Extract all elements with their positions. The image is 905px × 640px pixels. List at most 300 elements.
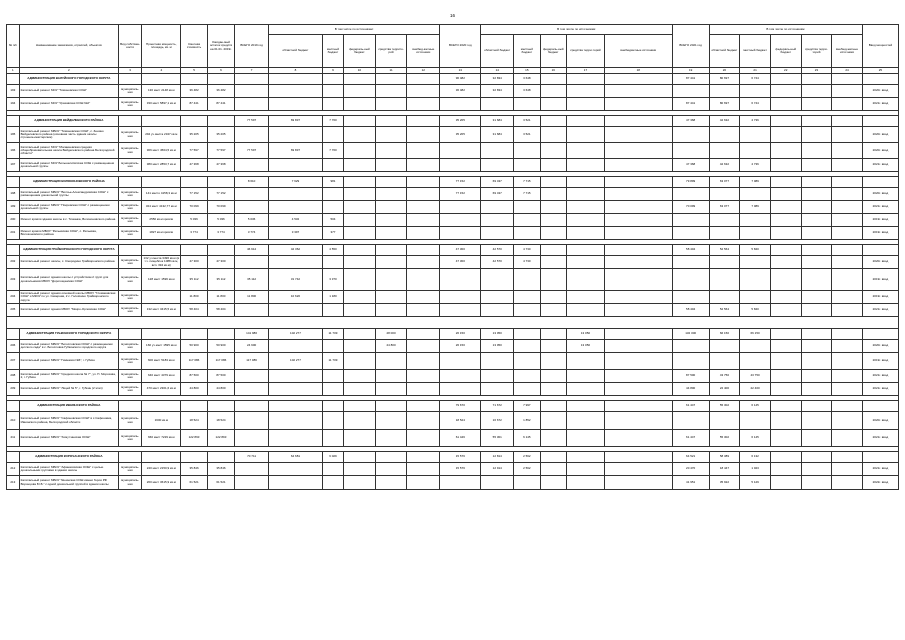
- value-cell: [407, 143, 440, 159]
- value-cell: [322, 370, 343, 383]
- column-number: 8: [269, 68, 323, 74]
- value-cell: [740, 127, 771, 143]
- table-row: [7, 383, 899, 396]
- row-number-cell: [7, 74, 20, 85]
- value-cell: 2022г. ввод: [862, 476, 898, 490]
- value-cell: 44 800: [672, 383, 709, 396]
- value-cell: [540, 143, 566, 159]
- value-cell: [566, 85, 604, 98]
- value-cell: [514, 340, 540, 353]
- value-cell: [142, 177, 181, 188]
- value-cell: муниципаль-ная: [119, 269, 142, 291]
- group-row: [7, 116, 899, 127]
- value-cell: [832, 329, 863, 340]
- value-cell: 28 000: [375, 329, 407, 340]
- value-cell: [566, 227, 604, 240]
- value-cell: [740, 353, 771, 370]
- value-cell: [375, 127, 407, 143]
- value-cell: муниципаль-ная: [119, 430, 142, 447]
- header-src20-federal: федераль-ный бюджет: [540, 35, 566, 68]
- value-cell: [832, 412, 863, 430]
- page-number: 16: [449, 13, 455, 18]
- value-cell: 35 112: [207, 269, 234, 291]
- value-cell: 2020г. ввод: [862, 412, 898, 430]
- value-cell: 44 800: [181, 383, 207, 396]
- value-cell: [344, 412, 376, 430]
- value-cell: [269, 127, 323, 143]
- value-cell: 47 300: [440, 245, 481, 256]
- value-cell: [540, 159, 566, 172]
- value-cell: 6 145: [740, 430, 771, 447]
- value-cell: [235, 401, 269, 412]
- value-cell: [407, 304, 440, 317]
- value-cell: [540, 188, 566, 201]
- value-cell: [344, 85, 376, 98]
- value-cell: [770, 116, 801, 127]
- value-cell: [481, 291, 514, 304]
- value-cell: 46 912: [235, 245, 269, 256]
- value-cell: 77 597: [181, 143, 207, 159]
- table-row: [7, 188, 899, 201]
- value-cell: 2019г. ввод: [862, 227, 898, 240]
- column-number: 16: [540, 68, 566, 74]
- value-cell: [604, 269, 672, 291]
- value-cell: 50 900: [207, 340, 234, 353]
- value-cell: [407, 353, 440, 370]
- value-cell: 660 мест 7229 кв.м: [142, 430, 181, 447]
- value-cell: 5 036: [235, 214, 269, 227]
- value-cell: 42 570: [481, 256, 514, 269]
- value-cell: 66 150: [709, 329, 740, 340]
- value-cell: 470 мест 2301,6 кв.м: [142, 383, 181, 396]
- value-cell: [832, 85, 863, 98]
- value-cell: 66 150: [740, 329, 771, 340]
- value-cell: [142, 401, 181, 412]
- value-cell: [407, 177, 440, 188]
- value-cell: 2 562: [514, 452, 540, 463]
- value-cell: [375, 98, 407, 111]
- value-cell: [604, 188, 672, 201]
- value-cell: [540, 85, 566, 98]
- value-cell: [566, 430, 604, 447]
- value-cell: 6 029: [322, 452, 343, 463]
- value-cell: [269, 401, 323, 412]
- value-cell: [801, 127, 832, 143]
- value-cell: [481, 227, 514, 240]
- value-cell: [407, 256, 440, 269]
- value-cell: [375, 188, 407, 201]
- value-cell: 47 368: [207, 159, 234, 172]
- value-cell: [604, 291, 672, 304]
- value-cell: [142, 291, 181, 304]
- value-cell: [269, 188, 323, 201]
- table-row: [7, 304, 899, 317]
- header-src21-extra: внебюд-жетные источники: [832, 35, 863, 68]
- value-cell: [801, 269, 832, 291]
- row-number-cell: 208: [7, 370, 20, 383]
- value-cell: [801, 214, 832, 227]
- value-cell: [344, 214, 376, 227]
- header-sources-2020: В том числе по источникам:: [481, 25, 672, 35]
- value-cell: 16 672: [481, 412, 514, 430]
- object-name-cell: АДМИНИСТРАЦИЯ ВАЛУЙСКОГО ГОРОДСКОГО ОКРУГА: [19, 74, 118, 85]
- value-cell: [407, 476, 440, 490]
- table-row: [7, 85, 899, 98]
- header-src20-local: местный бюджет: [514, 35, 540, 68]
- value-cell: 1 852: [514, 412, 540, 430]
- value-cell: [740, 291, 771, 304]
- header-src19-regional: областной бюджет: [269, 35, 323, 68]
- value-cell: 70 711: [235, 452, 269, 463]
- value-cell: муниципаль-ная: [119, 304, 142, 317]
- value-cell: [540, 383, 566, 396]
- value-cell: 7 715: [514, 177, 540, 188]
- value-cell: 102 277: [269, 329, 323, 340]
- value-cell: [770, 463, 801, 476]
- value-cell: 12 914: [481, 463, 514, 476]
- value-cell: [235, 159, 269, 172]
- value-cell: [407, 85, 440, 98]
- value-cell: 11 709: [322, 353, 343, 370]
- value-cell: [375, 214, 407, 227]
- value-cell: 2021г. ввод: [862, 383, 898, 396]
- row-number-cell: 194: [7, 98, 20, 111]
- value-cell: [142, 329, 181, 340]
- row-number-cell: 211: [7, 430, 20, 447]
- value-cell: [540, 401, 566, 412]
- value-cell: [770, 177, 801, 188]
- value-cell: 36 482: [207, 85, 234, 98]
- value-cell: 4 730: [514, 256, 540, 269]
- header-src19-extra: внебюд-жетные источники: [407, 35, 440, 68]
- value-cell: [540, 269, 566, 291]
- value-cell: [801, 291, 832, 304]
- value-cell: [375, 304, 407, 317]
- value-cell: 79 670: [440, 401, 481, 412]
- column-number: 7: [235, 68, 269, 74]
- value-cell: [407, 383, 440, 396]
- value-cell: [344, 353, 376, 370]
- value-cell: 5 129: [740, 476, 771, 490]
- value-cell: [481, 269, 514, 291]
- header-src21-federal: федераль-ный бюджет: [770, 35, 801, 68]
- column-number: 18: [604, 68, 672, 74]
- group-row: [7, 452, 899, 463]
- value-cell: [770, 383, 801, 396]
- value-cell: [375, 201, 407, 214]
- value-cell: 128 мест 1596 кв.м: [142, 269, 181, 291]
- value-cell: 7 715: [514, 188, 540, 201]
- value-cell: 42 632: [709, 116, 740, 127]
- value-cell: [832, 476, 863, 490]
- value-cell: [540, 98, 566, 111]
- value-cell: муниципаль-ная: [119, 412, 142, 430]
- value-cell: [407, 127, 440, 143]
- value-cell: [440, 383, 481, 396]
- value-cell: муниципаль-ная: [119, 201, 142, 214]
- value-cell: [566, 177, 604, 188]
- object-name-cell: Капитальный ремонт школы, с. Смородино Грайворонского района: [19, 256, 118, 269]
- value-cell: [770, 269, 801, 291]
- value-cell: 55 302: [709, 430, 740, 447]
- value-cell: 58 404: [672, 304, 709, 317]
- value-cell: 42 632: [709, 159, 740, 172]
- value-cell: [375, 227, 407, 240]
- table-row: [7, 412, 899, 430]
- header-src20-extra: внебюджетные источники: [604, 35, 672, 68]
- value-cell: 11 800: [207, 291, 234, 304]
- value-cell: [119, 74, 142, 85]
- column-number: 9: [322, 68, 343, 74]
- value-cell: [322, 256, 343, 269]
- value-cell: 32 834: [481, 74, 514, 85]
- value-cell: 117 086: [235, 353, 269, 370]
- value-cell: 77 597: [235, 116, 269, 127]
- value-cell: 11 800: [235, 291, 269, 304]
- value-cell: 42 570: [481, 245, 514, 256]
- value-cell: 4 550: [322, 245, 343, 256]
- value-cell: [269, 201, 323, 214]
- value-cell: [235, 476, 269, 490]
- value-cell: 7 629: [269, 177, 323, 188]
- value-cell: [832, 159, 863, 172]
- value-cell: 11 709: [322, 329, 343, 340]
- column-number: 14: [481, 68, 514, 74]
- value-cell: 5 036: [207, 214, 234, 227]
- value-cell: 35 846: [181, 463, 207, 476]
- value-cell: 35 205: [207, 127, 234, 143]
- value-cell: [181, 329, 207, 340]
- value-cell: 6 145: [514, 430, 540, 447]
- value-cell: [344, 188, 376, 201]
- value-cell: [344, 291, 376, 304]
- value-cell: [344, 401, 376, 412]
- value-cell: [801, 116, 832, 127]
- value-cell: [440, 291, 481, 304]
- value-cell: 77 597: [207, 143, 234, 159]
- header-name: Наименование заказчиков, отраслей, объектов: [19, 25, 118, 68]
- value-cell: [375, 177, 407, 188]
- value-cell: [566, 291, 604, 304]
- value-cell: [672, 85, 709, 98]
- value-cell: [740, 340, 771, 353]
- value-cell: [604, 256, 672, 269]
- value-cell: [514, 383, 540, 396]
- value-cell: 4 730: [514, 245, 540, 256]
- value-cell: [322, 340, 343, 353]
- value-cell: [440, 370, 481, 383]
- header-total-2019: ВСЕГО 2019 год: [235, 25, 269, 68]
- value-cell: муниципаль-ная: [119, 476, 142, 490]
- value-cell: 15 576: [440, 463, 481, 476]
- value-cell: 61 521: [181, 476, 207, 490]
- value-cell: муниципаль-ная: [119, 353, 142, 370]
- value-cell: [862, 452, 898, 463]
- value-cell: [375, 269, 407, 291]
- value-cell: [709, 291, 740, 304]
- column-number: 5: [181, 68, 207, 74]
- header-num: № п/п: [7, 25, 20, 68]
- value-cell: [832, 74, 863, 85]
- row-number-cell: 201: [7, 227, 20, 240]
- table-body: [7, 74, 899, 490]
- value-cell: 87 500: [672, 370, 709, 383]
- value-cell: [566, 201, 604, 214]
- value-cell: [770, 452, 801, 463]
- value-cell: муниципаль-ная: [119, 143, 142, 159]
- value-cell: [801, 98, 832, 111]
- value-cell: [566, 245, 604, 256]
- row-number-cell: 202: [7, 256, 20, 269]
- value-cell: 3 774: [181, 227, 207, 240]
- value-cell: [481, 353, 514, 370]
- value-cell: 132 мест 3415,5 кв.м: [142, 304, 181, 317]
- value-cell: 71 672: [481, 401, 514, 412]
- value-cell: 87 441: [207, 98, 234, 111]
- value-cell: 79 899: [672, 177, 709, 188]
- value-cell: 1600 кв.м: [142, 412, 181, 430]
- value-cell: 35 112: [181, 269, 207, 291]
- value-cell: [119, 177, 142, 188]
- value-cell: [514, 98, 540, 111]
- value-cell: [672, 127, 709, 143]
- value-cell: [207, 329, 234, 340]
- value-cell: [235, 85, 269, 98]
- header-total-2021: ВСЕГО 2021 год: [672, 25, 709, 68]
- value-cell: 2020г. ввод: [862, 340, 898, 353]
- value-cell: [344, 177, 376, 188]
- table-row: [7, 201, 899, 214]
- value-cell: [566, 412, 604, 430]
- value-cell: [801, 476, 832, 490]
- value-cell: [604, 98, 672, 111]
- value-cell: [269, 85, 323, 98]
- value-cell: 35 922: [709, 476, 740, 490]
- table-header: [7, 25, 899, 74]
- value-cell: 2 562: [514, 463, 540, 476]
- value-cell: [604, 304, 672, 317]
- object-name-cell: АДМИНИСТРАЦИЯ ИВНЯНСКОГО РАЙОНА: [19, 401, 118, 412]
- value-cell: [832, 177, 863, 188]
- value-cell: [604, 353, 672, 370]
- value-cell: 58 404: [207, 304, 234, 317]
- value-cell: 70 099: [181, 201, 207, 214]
- value-cell: [770, 201, 801, 214]
- value-cell: [407, 430, 440, 447]
- value-cell: [604, 159, 672, 172]
- value-cell: 69 837: [269, 143, 323, 159]
- value-cell: [832, 401, 863, 412]
- value-cell: [832, 127, 863, 143]
- row-number-cell: 199: [7, 201, 20, 214]
- value-cell: [604, 245, 672, 256]
- value-cell: 36 482: [181, 85, 207, 98]
- value-cell: [207, 116, 234, 127]
- value-cell: 3 397: [269, 227, 323, 240]
- value-cell: 13 050: [566, 329, 604, 340]
- value-cell: 160 уч.мест 1595 кв.м: [142, 340, 181, 353]
- value-cell: 87 441: [672, 74, 709, 85]
- header-input: Ввод мощностей: [862, 25, 898, 68]
- value-cell: [344, 201, 376, 214]
- value-cell: [604, 463, 672, 476]
- value-cell: 122 893: [181, 430, 207, 447]
- value-cell: [207, 452, 234, 463]
- row-number-cell: 198: [7, 188, 20, 201]
- value-cell: [407, 201, 440, 214]
- value-cell: [269, 74, 323, 85]
- value-cell: [770, 401, 801, 412]
- group-row: [7, 329, 899, 340]
- value-cell: [566, 476, 604, 490]
- value-cell: [322, 401, 343, 412]
- value-cell: [440, 201, 481, 214]
- value-cell: 31 742: [269, 269, 323, 291]
- value-cell: 2021г. ввод: [862, 370, 898, 383]
- value-cell: [269, 463, 323, 476]
- value-cell: 77 152: [181, 188, 207, 201]
- value-cell: [862, 245, 898, 256]
- value-cell: 52 564: [709, 304, 740, 317]
- value-cell: [770, 159, 801, 172]
- value-cell: 15 576: [440, 452, 481, 463]
- value-cell: 260 мест 3615,9 кв.м: [142, 476, 181, 490]
- value-cell: 132 уч.места 3496 кв.м (в т.ч. пищеблок 1088 кв.м, всп. 394 кв.м): [143, 256, 180, 267]
- value-cell: муниципаль-ная: [119, 463, 142, 476]
- table-row: [7, 98, 899, 111]
- value-cell: [514, 159, 540, 172]
- value-cell: [832, 143, 863, 159]
- value-cell: [375, 74, 407, 85]
- value-cell: 7 089: [740, 201, 771, 214]
- row-number-cell: 210: [7, 412, 20, 430]
- value-cell: 13 050: [566, 340, 604, 353]
- value-cell: 10 620: [269, 291, 323, 304]
- value-cell: муниципаль-ная: [119, 159, 142, 172]
- value-cell: [322, 304, 343, 317]
- value-cell: [235, 127, 269, 143]
- header-cost: Сметная стоимость: [181, 25, 207, 68]
- value-cell: [540, 214, 566, 227]
- value-cell: [709, 412, 740, 430]
- column-number: 25: [862, 68, 898, 74]
- column-number: 1: [7, 68, 20, 74]
- value-cell: [566, 463, 604, 476]
- value-cell: [770, 430, 801, 447]
- value-cell: [181, 116, 207, 127]
- value-cell: [344, 452, 376, 463]
- value-cell: [801, 85, 832, 98]
- value-cell: 5 840: [740, 304, 771, 317]
- value-cell: [801, 370, 832, 383]
- object-name-cell: Капитальный ремонт МБОУ "Тимоновская СОШ", с. Зенино Вейделевского района (основная часть здания школы строение+мастерские): [19, 127, 118, 143]
- value-cell: [407, 159, 440, 172]
- value-cell: [322, 476, 343, 490]
- value-cell: [481, 476, 514, 490]
- value-cell: 20 470: [672, 463, 709, 476]
- value-cell: [344, 430, 376, 447]
- value-cell: [832, 269, 863, 291]
- table-row: [7, 256, 899, 269]
- value-cell: 13 050: [481, 329, 514, 340]
- value-cell: [407, 463, 440, 476]
- value-cell: [322, 127, 343, 143]
- value-cell: [801, 412, 832, 430]
- value-cell: [481, 143, 514, 159]
- object-name-cell: Капитальный ремонт здания основной школы МБОУ "Гломаковская СОШ" и МКОУ по ул. Северная, 2 с. Головчино Грайворонского округа: [19, 291, 118, 304]
- value-cell: 35 205: [181, 127, 207, 143]
- value-cell: [540, 353, 566, 370]
